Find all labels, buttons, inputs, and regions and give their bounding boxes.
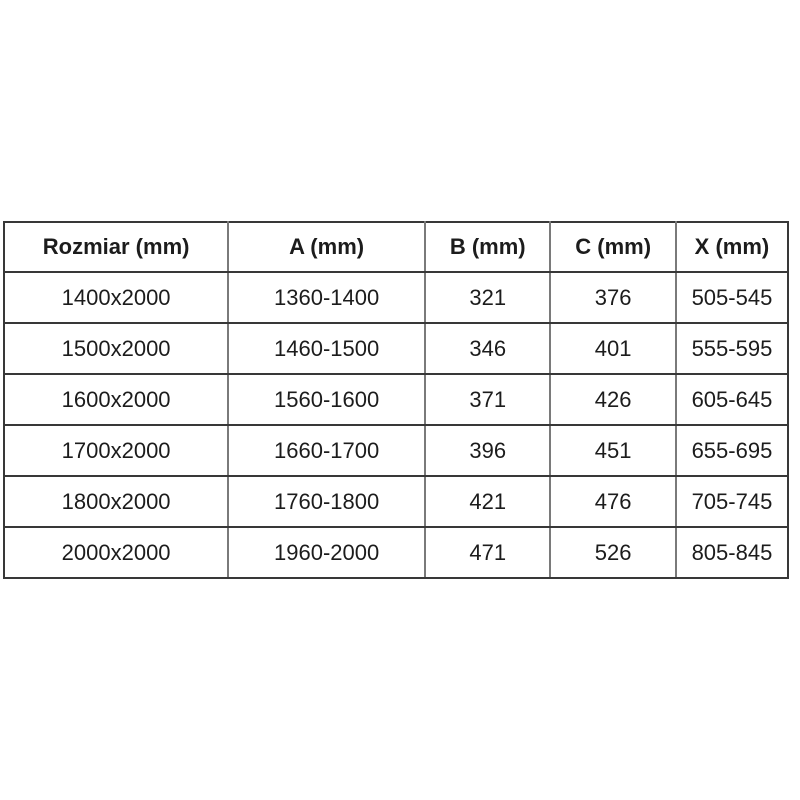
table-cell-c: 376 xyxy=(550,272,675,323)
table-cell-b: 346 xyxy=(425,323,550,374)
table-cell-x: 705-745 xyxy=(676,476,788,527)
table-cell-c: 451 xyxy=(550,425,675,476)
dimensions-table xyxy=(3,221,789,579)
table-cell-c: 401 xyxy=(550,323,675,374)
table-cell-x: 805-845 xyxy=(676,527,788,578)
column-header-x: X (mm) xyxy=(676,222,788,272)
table-cell-b: 396 xyxy=(425,425,550,476)
table-cell-a: 1960-2000 xyxy=(228,527,425,578)
table-cell-b: 371 xyxy=(425,374,550,425)
table-cell-c: 476 xyxy=(550,476,675,527)
column-header-b: B (mm) xyxy=(425,222,550,272)
table-cell-a: 1360-1400 xyxy=(228,272,425,323)
table-cell-b: 421 xyxy=(425,476,550,527)
table-cell-rozmiar: 1700x2000 xyxy=(4,425,228,476)
table-row xyxy=(4,476,788,527)
column-header-rozmiar: Rozmiar (mm) xyxy=(4,222,228,272)
table-cell-rozmiar: 1500x2000 xyxy=(4,323,228,374)
table-cell-x: 605-645 xyxy=(676,374,788,425)
table-cell-rozmiar: 1400x2000 xyxy=(4,272,228,323)
table-cell-a: 1460-1500 xyxy=(228,323,425,374)
table-row xyxy=(4,374,788,425)
table-row xyxy=(4,425,788,476)
table-cell-rozmiar: 1800x2000 xyxy=(4,476,228,527)
table-cell-x: 555-595 xyxy=(676,323,788,374)
table-cell-x: 655-695 xyxy=(676,425,788,476)
column-header-c: C (mm) xyxy=(550,222,675,272)
column-header-a: A (mm) xyxy=(228,222,425,272)
table-cell-x: 505-545 xyxy=(676,272,788,323)
table-cell-a: 1660-1700 xyxy=(228,425,425,476)
table-row xyxy=(4,272,788,323)
header-row xyxy=(4,222,788,272)
table-row xyxy=(4,527,788,578)
table-cell-a: 1760-1800 xyxy=(228,476,425,527)
table-cell-rozmiar: 1600x2000 xyxy=(4,374,228,425)
table-cell-rozmiar: 2000x2000 xyxy=(4,527,228,578)
table-cell-c: 426 xyxy=(550,374,675,425)
table-cell-c: 526 xyxy=(550,527,675,578)
table-row xyxy=(4,323,788,374)
table-cell-b: 471 xyxy=(425,527,550,578)
table-cell-b: 321 xyxy=(425,272,550,323)
table-cell-a: 1560-1600 xyxy=(228,374,425,425)
